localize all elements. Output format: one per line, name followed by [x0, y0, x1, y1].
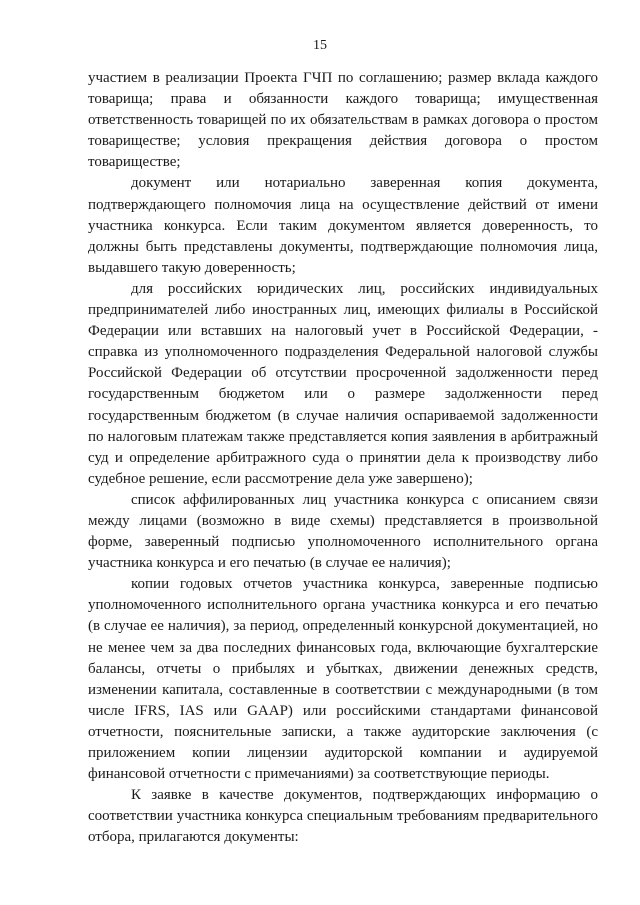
paragraph-tax-certificate: для российских юридических лиц, российских индивидуальных предпринимателей либо иностранных лиц, имеющих филиалы в Российской Федерации или вставших на налоговый учет в Российской Федерации, - справка из уполномоченного подразделения Федеральной налоговой службы Российской Федерации об отсутствии просроченной задолженности перед государственным бюджетом или о размере задолженности перед государственным бюджетом (в случае наличия оспариваемой задолженности по налоговым платежам также представляется копия заявления в арбитражный суд и определение арбитражного суда о принятии дела к производству либо судебное решение, если рассмотрение дела уже завершено); [88, 280, 598, 487]
paragraph-authority-document: документ или нотариально заверенная копия документа, подтверждающего полномочия лица на осуществление действий от имени участника конкурса. Если таким документом является доверенность, то должны быть представлены документы, подтверждающие полномочия лица, выдавшего такую доверенность; [88, 175, 598, 276]
paragraph-qualification-documents: К заявке в качестве документов, подтверждающих информацию о соответствии участника конкурса специальным требованиям предварительного отбора, прилагаются документы: [88, 787, 598, 846]
paragraph-annual-reports: копии годовых отчетов участника конкурса, заверенные подписью уполномоченного исполнительного органа участника конкурса и его печатью (в случае ее наличия), за период, определенный конкурсной документацией, но не менее чем за два последних финансовых года, включающие бухгалтерские балансы, отчеты о прибылях и убытках, движении денежных средств, изменении капитала, составленные в соответствии с международными (в том числе IFRS, IAS или GAAP) или российскими стандартами финансовой отчетности, пояснительные записки, а также аудиторские заключения (с приложением копии лицензии аудиторской компании и аудируемой финансовой отчетности с примечаниями) за соответствующие периоды. [88, 576, 598, 783]
paragraph-continuation: участием в реализации Проекта ГЧП по соглашению; размер вклада каждого товарища; права и обязанности каждого товарища; имущественная ответственность товарищей по их обязательствам в рамках договора о простом товариществе; условия прекращения действия договора о простом товариществе; [88, 70, 598, 171]
document-body [88, 68, 598, 848]
paragraph-affiliated-persons: список аффилированных лиц участника конкурса с описанием связи между лицами (возможно в виде схемы) представляется в произвольной форме, заверенный подписью уполномоченного исполнительного органа участника конкурса и его печатью (в случае ее наличия); [88, 491, 598, 572]
page-number: 15 [313, 38, 327, 53]
